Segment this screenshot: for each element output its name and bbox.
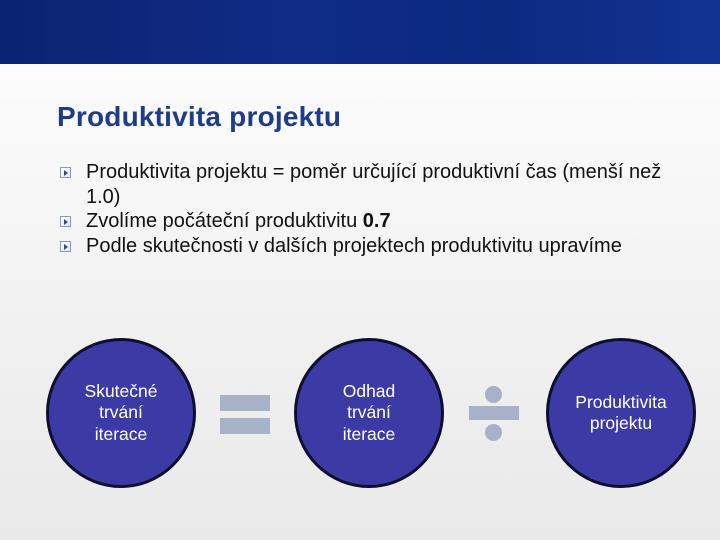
bullet-item bbox=[56, 234, 696, 259]
bullet-text: Produktivita projektu = poměr určující produktivní čas (menší než 1.0) bbox=[86, 161, 662, 208]
circle-project-productivity bbox=[546, 338, 696, 488]
circle-label: Produktivita projektu bbox=[575, 391, 667, 433]
equals-sign-top-bar bbox=[220, 395, 270, 411]
equals-sign-bottom-bar bbox=[220, 418, 270, 434]
bullet-arrow-icon bbox=[60, 167, 71, 178]
slide-title: Produktivita projektu bbox=[57, 101, 342, 132]
divide-sign-bottom-dot bbox=[485, 424, 502, 441]
header-band bbox=[0, 0, 720, 64]
divide-sign-top-dot bbox=[485, 386, 502, 403]
bullet-arrow-icon bbox=[60, 216, 71, 227]
circle-estimated-iteration-duration bbox=[294, 338, 444, 488]
circle-actual-iteration-duration bbox=[46, 338, 196, 488]
circle-label: Odhad trvání iterace bbox=[342, 380, 396, 444]
bullet-item bbox=[56, 209, 696, 234]
divide-sign-bar bbox=[469, 406, 519, 420]
bullet-list bbox=[56, 160, 696, 258]
bullet-arrow-icon bbox=[60, 241, 71, 252]
bullet-bold-value: 0.7 bbox=[362, 210, 391, 232]
bullet-text: Zvolíme počáteční produktivitu bbox=[86, 210, 363, 232]
bullet-item bbox=[56, 160, 696, 209]
circle-label: Skutečné trvání iterace bbox=[84, 380, 158, 444]
bullet-text: Podle skutečnosti v dalších projektech produktivitu upravíme bbox=[86, 234, 622, 257]
